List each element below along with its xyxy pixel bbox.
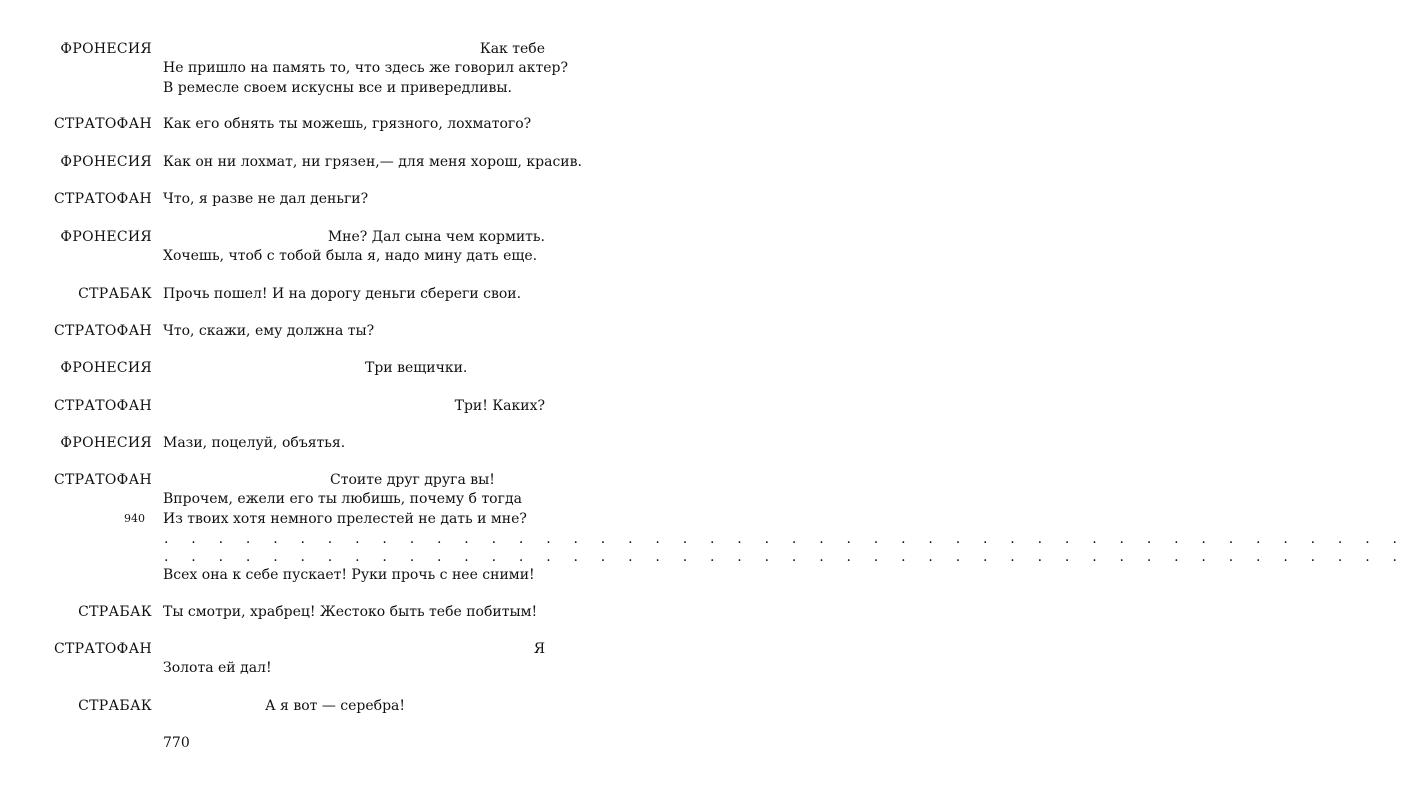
speaker-label: СТРАБАК bbox=[78, 604, 152, 620]
verse-line: Я bbox=[533, 641, 545, 657]
verse-line: Не пришло на память то, что здесь же говорил актер? bbox=[163, 60, 569, 76]
speaker-label: СТРАТОФАН bbox=[53, 641, 152, 657]
verse-line: Стоите друг друга вы! bbox=[330, 472, 495, 488]
speaker-label: СТРАТОФАН bbox=[53, 398, 152, 414]
verse-line: Впрочем, ежели его ты любишь, почему б тогда bbox=[163, 491, 522, 507]
verse-line: Три вещички. bbox=[365, 360, 468, 376]
verse-line: Как тебе bbox=[479, 41, 545, 57]
speaker-label: СТРАТОФАН bbox=[53, 472, 152, 488]
speaker-label: ФРОНЕСИЯ bbox=[60, 41, 152, 57]
verse-line: Как его обнять ты можешь, грязного, лохматого? bbox=[163, 116, 532, 132]
verse-line: Хочешь, чтоб с тобой была я, надо мину дать еще. bbox=[163, 248, 538, 264]
speaker-label: ФРОНЕСИЯ bbox=[60, 229, 152, 245]
verse-line: А я вот — серебра! bbox=[265, 698, 406, 714]
verse-line: Золота ей дал! bbox=[163, 660, 272, 676]
speaker-label: ФРОНЕСИЯ bbox=[60, 154, 152, 170]
verse-line: Как он ни лохмат, ни грязен,— для меня хорош, красив. bbox=[163, 154, 582, 170]
verse-line: Три! Каких? bbox=[454, 398, 545, 414]
lacuna-dots: . . . . . . . . . . . . . . . . . . . . . . . . . . . . . . . . . . . . . . . . . . . . . . bbox=[164, 531, 1406, 547]
speaker-label: СТРАБАК bbox=[78, 286, 152, 302]
lacuna-dots: . . . . . . . . . . . . . . . . . . . . . . . . . . . . . . . . . . . . . . . . . . . . . . bbox=[164, 549, 1406, 565]
line-number: 940 bbox=[124, 512, 145, 525]
speaker-label: СТРАБАК bbox=[78, 698, 152, 714]
speaker-label: СТРАТОФАН bbox=[53, 191, 152, 207]
verse-line: В ремесле своем искусны все и привередливы. bbox=[163, 80, 512, 96]
verse-line: Мази, поцелуй, объятья. bbox=[163, 435, 346, 451]
verse-line: Мне? Дал сына чем кормить. bbox=[327, 229, 545, 245]
speaker-label: ФРОНЕСИЯ bbox=[60, 435, 152, 451]
speaker-label: СТРАТОФАН bbox=[53, 323, 152, 339]
verse-line: Что, скажи, ему должна ты? bbox=[163, 323, 375, 339]
verse-line: Всех она к себе пускает! Руки прочь с нее сними! bbox=[163, 567, 535, 583]
verse-line: Прочь пошел! И на дорогу деньги сбереги свои. bbox=[163, 286, 522, 302]
speaker-label: ФРОНЕСИЯ bbox=[60, 360, 152, 376]
verse-line: Из твоих хотя немного прелестей не дать и мне? bbox=[163, 511, 527, 527]
page-number: 770 bbox=[163, 735, 190, 751]
speaker-label: СТРАТОФАН bbox=[53, 116, 152, 132]
verse-line: Что, я разве не дал деньги? bbox=[163, 191, 369, 207]
verse-line: Ты смотри, храбрец! Жестоко быть тебе побитым! bbox=[163, 604, 538, 620]
